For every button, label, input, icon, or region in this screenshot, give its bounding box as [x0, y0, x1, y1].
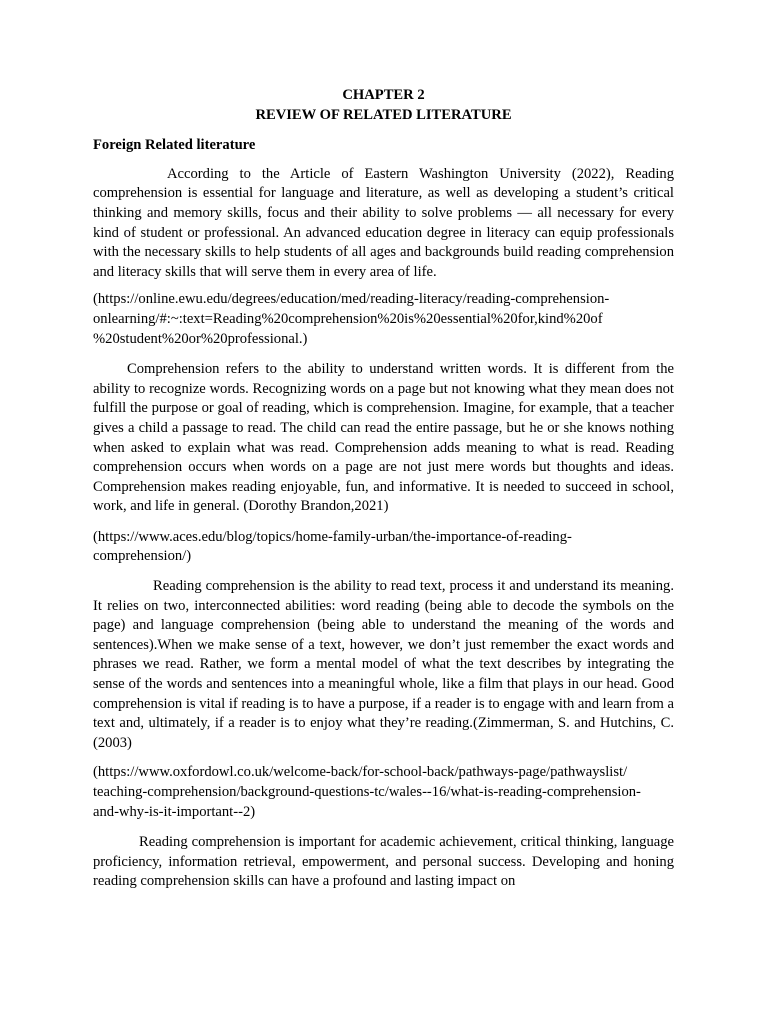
- reference-url-3-line-1: (https://www.oxfordowl.co.uk/welcome-back/for-school-back/pathways-page/pathwayslist/: [93, 764, 628, 781]
- reference-url-2-line-2: comprehension/): [93, 548, 192, 565]
- reference-url-1-line-3: %20student%20or%20professional.): [93, 330, 308, 347]
- reference-url-3-line-2: teaching-comprehension/background-questions-tc/wales--16/what-is-reading-comprehension-: [93, 784, 641, 800]
- chapter-title: REVIEW OF RELATED LITERATURE: [255, 106, 512, 123]
- paragraph-3: Reading comprehension is the ability to read text, process it and understand its meaning. It relies on two, interconnected abilities: word reading (being able to decode the symbols on the page) and language comprehension (being able to understand the meaning of the words and sentences).When we make sense of a text, however, we don’t just remember the exact words and phrases we read. Rather, we form a mental model of what the text describes by integrating the sense of the words and sentences into a meaningful whole, like a film that plays in our head. Good comprehension is vital if reading is to have a purpose, if a reader is to engage with and learn from a text and, ultimately, if a reader is to enjoy what they’re reading.(Zimmerman, S. and Hutchins, C. (2003): [93, 578, 674, 751]
- chapter-number: CHAPTER 2: [342, 87, 425, 103]
- reference-url-1[interactable]: [93, 290, 674, 349]
- reference-url-2[interactable]: [93, 528, 674, 567]
- paragraph-4: Reading comprehension is important for academic achievement, critical thinking, language proficiency, information retrieval, empowerment, and personal success. Developing and honing reading comprehension skills can have a profound and lasting impact on: [93, 834, 674, 890]
- reference-url-1-line-1: (https://online.ewu.edu/degrees/education/med/reading-literacy/reading-comprehension-: [93, 291, 610, 308]
- reference-url-2-line-1: (https://www.aces.edu/blog/topics/home-family-urban/the-importance-of-reading-: [93, 528, 572, 545]
- section-heading: Foreign Related literature: [93, 137, 256, 154]
- reference-url-3[interactable]: [93, 763, 674, 822]
- reference-url-1-line-2: onlearning/#:~:text=Reading%20comprehension%20is%20essential%20for,kind%20of: [93, 310, 603, 327]
- document-page: [93, 86, 674, 902]
- reference-url-3-line-3: and-why-is-it-important--2): [93, 803, 256, 820]
- paragraph-1: According to the Article of Eastern Washington University (2022), Reading comprehension is essential for language and literature, as well as developing a student’s critical thinking and memory skills, focus and their ability to solve problems — all necessary for every kind of student or professional. An advanced education degree in literacy can equip professionals with the necessary skills to help students of all ages and backgrounds build reading comprehension and literacy skills that will serve them in every area of life.: [93, 165, 674, 280]
- paragraph-2: Comprehension refers to the ability to understand written words. It is different from the ability to recognize words. Recognizing words on a page but not knowing what they mean does not fulfill the purpose or goal of reading, which is comprehension. Imagine, for example, that a teacher gives a child a passage to read. The child can read the entire passage, but he or she knows nothing when asked to explain what was read. Comprehension adds meaning to what is read. Reading comprehension occurs when words on a page are not just mere words but thoughts and ideas. Comprehension makes reading enjoyable, fun, and informative. It is needed to succeed in school, work, and life in general. (Dorothy Brandon,2021): [93, 361, 674, 515]
